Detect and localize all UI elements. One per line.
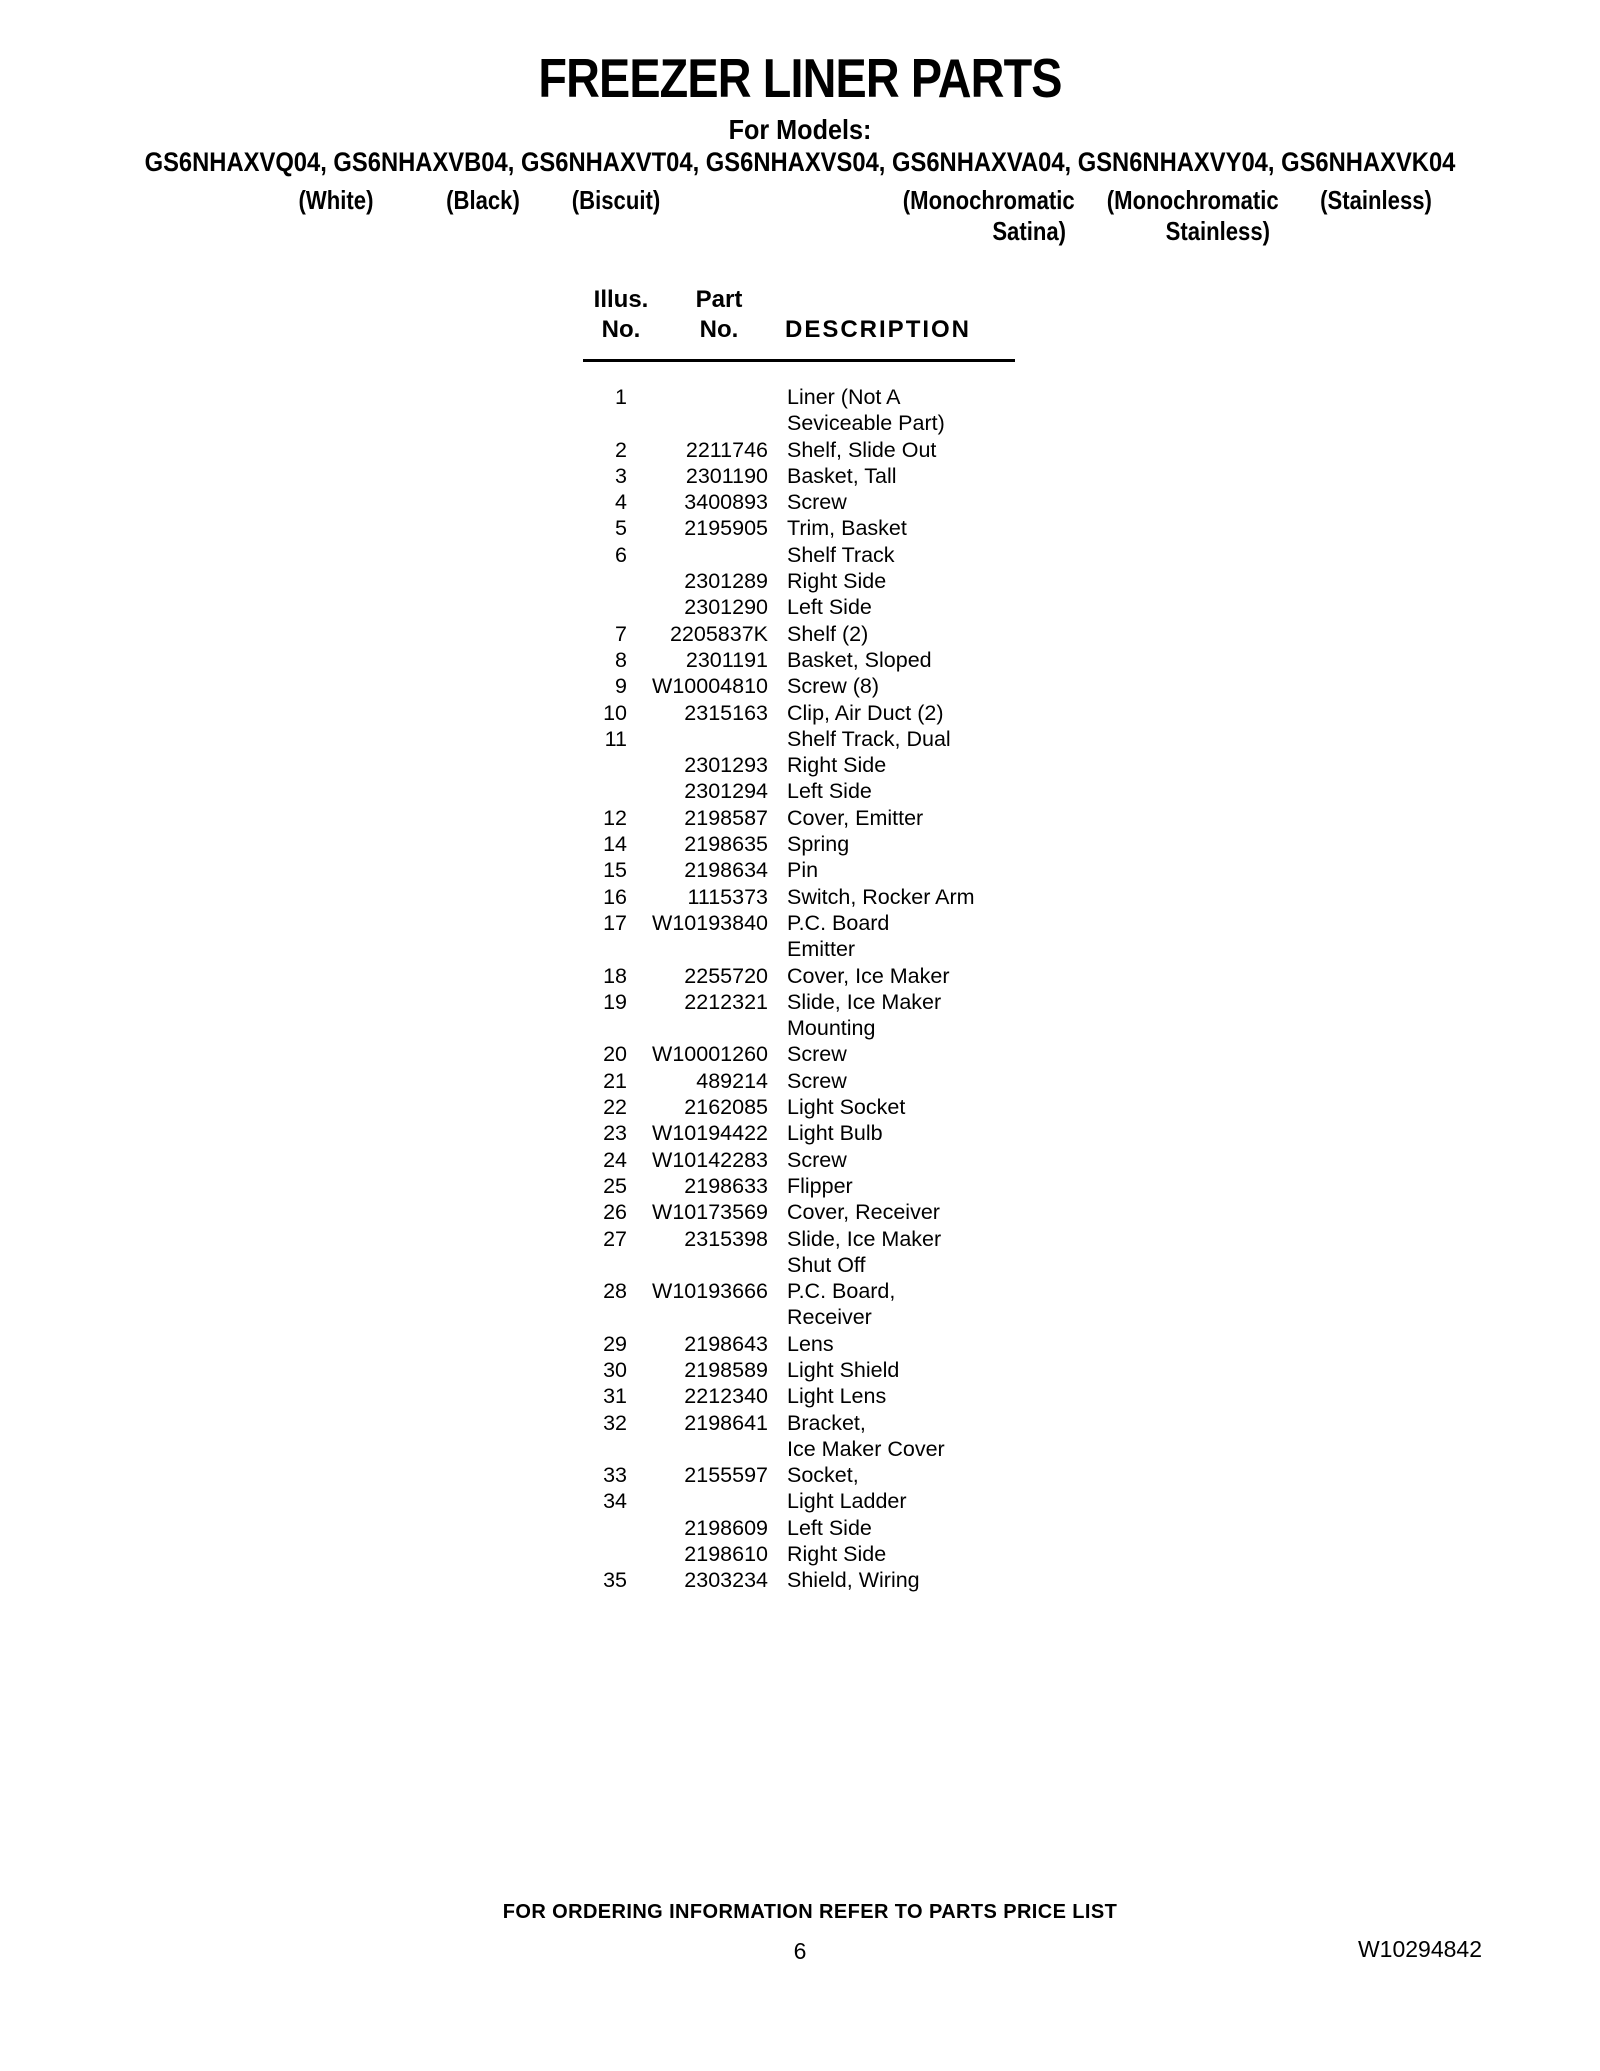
description-cell: Receiver bbox=[787, 1305, 872, 1330]
table-row bbox=[583, 831, 1343, 857]
illus-no-cell: 10 bbox=[603, 700, 627, 725]
table-row bbox=[583, 1041, 1343, 1067]
description-cell: Right Side bbox=[787, 569, 887, 594]
part-no-cell: 2255720 bbox=[684, 963, 768, 988]
color-label-line: (White) bbox=[298, 185, 374, 215]
table-row bbox=[583, 1515, 1343, 1541]
part-no-cell: 2195905 bbox=[684, 516, 768, 541]
table-row bbox=[583, 778, 1343, 804]
color-label-line: (Stainless) bbox=[1320, 185, 1432, 215]
part-no-cell: 2198634 bbox=[684, 858, 768, 883]
part-no-cell: W10001260 bbox=[652, 1042, 768, 1067]
table-row bbox=[583, 542, 1343, 568]
part-no-cell: 2162085 bbox=[684, 1095, 768, 1120]
table-row bbox=[583, 515, 1343, 541]
part-no-cell: W10193840 bbox=[652, 910, 768, 935]
description-cell: Light Lens bbox=[787, 1384, 887, 1409]
table-row bbox=[583, 752, 1343, 778]
table-row bbox=[583, 1068, 1343, 1094]
description-cell: Right Side bbox=[787, 1542, 887, 1567]
illus-no-cell: 18 bbox=[603, 963, 627, 988]
description-cell: Basket, Sloped bbox=[787, 647, 932, 672]
description-cell: Right Side bbox=[787, 753, 887, 778]
table-row bbox=[583, 1226, 1343, 1252]
part-no-cell: 2211746 bbox=[685, 437, 768, 462]
part-no-cell: 2212340 bbox=[684, 1384, 768, 1409]
description-cell: Screw bbox=[787, 1147, 847, 1172]
table-row bbox=[583, 1304, 1343, 1330]
color-label-monochromatic-satina bbox=[902, 185, 1075, 247]
description-column-header: DESCRIPTION bbox=[785, 316, 972, 343]
illus-no-cell: 9 bbox=[615, 674, 627, 699]
part-no-cell: 2198587 bbox=[684, 805, 768, 830]
description-cell: Shelf Track, Dual bbox=[787, 726, 951, 751]
table-row bbox=[583, 1357, 1343, 1383]
description-cell: Shield, Wiring bbox=[787, 1568, 920, 1593]
illus-no-cell: 11 bbox=[604, 726, 627, 751]
table-row bbox=[583, 621, 1343, 647]
description-cell: Lens bbox=[787, 1331, 834, 1356]
description-cell: Shelf (2) bbox=[787, 621, 869, 646]
table-row bbox=[583, 1567, 1343, 1593]
description-cell: Screw bbox=[787, 1042, 847, 1067]
description-cell: Pin bbox=[787, 858, 819, 883]
description-cell: Basket, Tall bbox=[787, 463, 897, 488]
illus-no-cell: 6 bbox=[615, 542, 627, 567]
illus-no-cell: 25 bbox=[603, 1173, 627, 1198]
color-label-line: (Biscuit) bbox=[571, 185, 661, 215]
color-label-line: Stainless) bbox=[1165, 216, 1270, 246]
description-cell: Shut Off bbox=[787, 1252, 866, 1277]
table-row bbox=[583, 489, 1343, 515]
description-cell: Shelf Track bbox=[787, 542, 895, 567]
illus-no-cell: 22 bbox=[603, 1095, 627, 1120]
part-no-cell: W10173569 bbox=[652, 1200, 768, 1225]
description-cell: Seviceable Part) bbox=[787, 411, 945, 436]
parts-table-body bbox=[583, 384, 1343, 1594]
description-cell: Flipper bbox=[787, 1173, 853, 1198]
part-no-cell: 2315398 bbox=[684, 1226, 768, 1251]
table-row bbox=[583, 1410, 1343, 1436]
description-cell: Cover, Receiver bbox=[787, 1200, 940, 1225]
part-no-cell: W10142283 bbox=[652, 1147, 768, 1172]
table-row bbox=[583, 437, 1343, 463]
part-no-cell: 2198633 bbox=[684, 1173, 768, 1198]
table-row bbox=[583, 1383, 1343, 1409]
table-row bbox=[583, 700, 1343, 726]
part-no-cell: 2198641 bbox=[684, 1410, 768, 1435]
illus-no-cell: 5 bbox=[615, 516, 627, 541]
table-row bbox=[583, 1120, 1343, 1146]
table-row bbox=[583, 963, 1343, 989]
illus-no-cell: 20 bbox=[603, 1042, 627, 1067]
color-label-black bbox=[432, 185, 534, 216]
table-row bbox=[583, 857, 1343, 883]
part-no-cell: 3400893 bbox=[684, 490, 768, 515]
page-number: 6 bbox=[793, 1938, 807, 1964]
part-no-cell: W10004810 bbox=[652, 674, 768, 699]
part-no-cell: 2198635 bbox=[684, 832, 768, 857]
part-no-cell: 2301190 bbox=[685, 463, 768, 488]
illus-no-cell: 19 bbox=[603, 989, 627, 1014]
color-label-white bbox=[285, 185, 387, 216]
illus-no-cell: 35 bbox=[603, 1568, 627, 1593]
description-cell: Left Side bbox=[787, 779, 872, 804]
part-no-cell: 2198589 bbox=[684, 1357, 768, 1382]
part-no-cell: 2301293 bbox=[684, 753, 768, 778]
description-cell: Light Shield bbox=[787, 1357, 900, 1382]
illus-no-cell: 28 bbox=[603, 1279, 627, 1304]
table-row bbox=[583, 1278, 1343, 1304]
description-cell: Trim, Basket bbox=[787, 516, 907, 541]
illus-no-cell: 4 bbox=[615, 490, 627, 515]
part-no-cell: 489214 bbox=[696, 1068, 768, 1093]
models-line: GS6NHAXVQ04, GS6NHAXVB04, GS6NHAXVT04, GS6NHAXVS04, GS6NHAXVA04, GSN6NHAXVY04, GS6NHAXVK04 bbox=[144, 147, 1456, 177]
part-no-cell: 2315163 bbox=[684, 700, 768, 725]
description-cell: Cover, Emitter bbox=[787, 805, 924, 830]
illus-no-cell: 24 bbox=[603, 1147, 627, 1172]
color-label-line: Satina) bbox=[992, 216, 1066, 246]
illus-no-cell: 33 bbox=[603, 1463, 627, 1488]
table-row bbox=[583, 1199, 1343, 1225]
table-row bbox=[583, 805, 1343, 831]
illus-no-cell: 7 bbox=[615, 621, 627, 646]
illus-no-column-header: No. bbox=[601, 316, 641, 343]
description-cell: Screw bbox=[787, 1068, 847, 1093]
description-cell: Slide, Ice Maker bbox=[787, 1226, 942, 1251]
part-no-cell: 2301289 bbox=[684, 569, 768, 594]
illus-no-cell: 8 bbox=[615, 647, 627, 672]
description-cell: P.C. Board bbox=[787, 910, 890, 935]
color-label-stainless bbox=[1320, 185, 1432, 216]
table-row bbox=[583, 1147, 1343, 1173]
table-row bbox=[583, 884, 1343, 910]
illus-no-cell: 27 bbox=[603, 1226, 627, 1251]
illus-no-cell: 31 bbox=[603, 1384, 627, 1409]
illus-no-cell: 21 bbox=[603, 1068, 627, 1093]
table-row bbox=[583, 1015, 1343, 1041]
table-row bbox=[583, 726, 1343, 752]
table-row bbox=[583, 410, 1343, 436]
description-cell: Spring bbox=[787, 832, 850, 857]
ordering-note: FOR ORDERING INFORMATION REFER TO PARTS PRICE LIST bbox=[502, 1901, 1118, 1923]
table-row bbox=[583, 463, 1343, 489]
illus-no-cell: 12 bbox=[603, 805, 627, 830]
illus-no-cell: 16 bbox=[603, 884, 627, 909]
description-cell: Clip, Air Duct (2) bbox=[787, 700, 944, 725]
description-cell: Screw (8) bbox=[787, 674, 879, 699]
table-row bbox=[583, 910, 1343, 936]
part-no-cell: 2155597 bbox=[684, 1463, 768, 1488]
part-no-cell: W10194422 bbox=[652, 1121, 768, 1146]
table-header bbox=[583, 286, 1015, 362]
table-row bbox=[583, 1331, 1343, 1357]
table-row bbox=[583, 1436, 1343, 1462]
description-cell: Light Bulb bbox=[787, 1121, 883, 1146]
description-cell: Light Socket bbox=[787, 1095, 906, 1120]
description-cell: Ice Maker Cover bbox=[787, 1436, 945, 1461]
illus-no-cell: 26 bbox=[603, 1200, 627, 1225]
description-cell: Screw bbox=[787, 490, 847, 515]
table-row bbox=[583, 1252, 1343, 1278]
part-no-cell: 2303234 bbox=[684, 1568, 768, 1593]
illus-no-cell: 14 bbox=[603, 832, 627, 857]
illus-no-cell: 34 bbox=[603, 1489, 627, 1514]
color-label-line: (Monochromatic bbox=[902, 185, 1075, 215]
table-row bbox=[583, 1173, 1343, 1199]
table-row bbox=[583, 1462, 1343, 1488]
illus-no-cell: 15 bbox=[603, 858, 627, 883]
description-cell: Left Side bbox=[787, 1515, 872, 1540]
description-cell: Emitter bbox=[787, 937, 856, 962]
table-row bbox=[583, 673, 1343, 699]
table-row bbox=[583, 568, 1343, 594]
table-row bbox=[583, 1094, 1343, 1120]
description-cell: Mounting bbox=[787, 1016, 876, 1041]
description-cell: Slide, Ice Maker bbox=[787, 989, 942, 1014]
part-no-cell: 2301191 bbox=[685, 647, 768, 672]
part-no-cell: 2198609 bbox=[684, 1515, 768, 1540]
illus-no-cell: 17 bbox=[603, 910, 627, 935]
description-cell: Socket, bbox=[787, 1463, 859, 1488]
part-no-cell: 2205837K bbox=[669, 621, 768, 646]
illus-no-cell: 30 bbox=[603, 1357, 627, 1382]
description-cell: Shelf, Slide Out bbox=[787, 437, 937, 462]
part-no-cell: W10193666 bbox=[652, 1279, 768, 1304]
color-label-line: (Black) bbox=[446, 185, 520, 215]
description-cell: Switch, Rocker Arm bbox=[787, 884, 975, 909]
description-cell: Liner (Not A bbox=[787, 385, 901, 409]
part-no-cell: 2301294 bbox=[684, 779, 768, 804]
table-row bbox=[583, 1488, 1343, 1514]
illus-no-cell: 29 bbox=[603, 1331, 627, 1356]
for-models-label: For Models: bbox=[728, 114, 872, 145]
table-row bbox=[583, 1541, 1343, 1567]
part-no-cell: 2198643 bbox=[684, 1331, 768, 1356]
description-cell: Cover, Ice Maker bbox=[787, 963, 950, 988]
illus-no-cell: 2 bbox=[615, 437, 627, 462]
part-no-cell: 2198610 bbox=[684, 1542, 768, 1567]
part-no-cell: 1115373 bbox=[687, 884, 768, 909]
doc-number: W10294842 bbox=[1357, 1936, 1482, 1962]
part-no-column-header: Part bbox=[695, 286, 743, 313]
description-cell: Bracket, bbox=[787, 1410, 866, 1435]
table-row bbox=[583, 384, 1343, 410]
part-no-column-header: No. bbox=[699, 316, 739, 343]
description-cell: Left Side bbox=[787, 595, 872, 620]
table-row bbox=[583, 647, 1343, 673]
part-no-cell: 2212321 bbox=[684, 989, 768, 1014]
color-label-line: (Monochromatic bbox=[1106, 185, 1279, 215]
page-title: FREEZER LINER PARTS bbox=[538, 47, 1062, 109]
illus-no-cell: 3 bbox=[615, 463, 627, 488]
table-row bbox=[583, 936, 1343, 962]
illus-no-cell: 32 bbox=[603, 1410, 627, 1435]
color-label-monochromatic-stainless bbox=[1106, 185, 1279, 247]
table-row bbox=[583, 594, 1343, 620]
table-row bbox=[583, 989, 1343, 1015]
illus-no-cell: 23 bbox=[603, 1121, 627, 1146]
illus-no-cell: 1 bbox=[615, 385, 627, 409]
color-label-biscuit bbox=[565, 185, 667, 216]
description-cell: Light Ladder bbox=[787, 1489, 907, 1514]
model-color-labels bbox=[0, 185, 1600, 255]
illus-no-column-header: Illus. bbox=[593, 286, 649, 313]
description-cell: P.C. Board, bbox=[787, 1279, 896, 1304]
part-no-cell: 2301290 bbox=[684, 595, 768, 620]
